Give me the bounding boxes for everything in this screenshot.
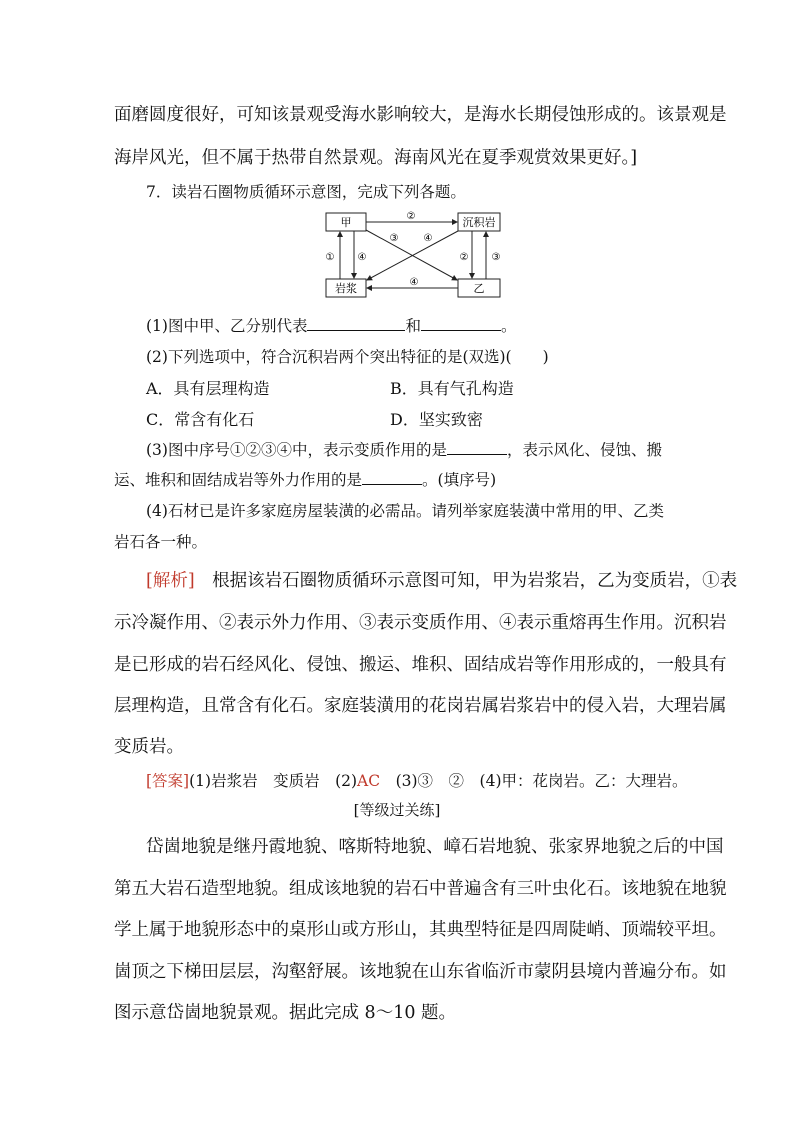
- passage-line: 崮顶之下梯田层层，沟壑舒展。该地貌在山东省临沂市蒙阴县境内普遍分布。如: [114, 962, 727, 982]
- text-line: 面磨圆度很好，可知该景观受海水影响较大，是海水长期侵蚀形成的。该景观是: [114, 105, 727, 125]
- sub-question-4-cont: 岩石各一种。: [114, 533, 208, 551]
- answer-blank[interactable]: [362, 484, 422, 485]
- sub-question-1: (1)图中甲、乙分别代表 和 。: [146, 317, 517, 335]
- analysis-line: [解析] 根据该岩石圈物质循环示意图可知，甲为岩浆岩，乙为变质岩，①表: [146, 571, 738, 591]
- answer-choice: AC: [357, 772, 381, 790]
- passage-line: 第五大岩石造型地貌。组成该地貌的岩石中普遍含有三叶虫化石。该地貌在地貌: [114, 879, 727, 899]
- answer-tag: [答案]: [146, 772, 190, 790]
- passage-line: 图示意岱崮地貌景观。据此完成 8～10 题。: [114, 1003, 457, 1023]
- section-title: [等级过关练]: [353, 801, 441, 819]
- sub-question-2: (2)下列选项中，符合沉积岩两个突出特征的是(双选)( ): [146, 348, 549, 366]
- option-a: A．具有层理构造: [146, 379, 270, 398]
- text-line: 海岸风光，但不属于热带自然景观。海南风光在夏季观赏效果更好。]: [114, 148, 638, 168]
- option-b: B．具有气孔构造: [390, 379, 514, 398]
- option-c: C．常含有化石: [146, 410, 255, 429]
- passage-line: 学上属于地貌形态中的桌形山或方形山，其典型特征是四周陡峭、顶端较平坦。: [114, 920, 727, 940]
- passage-line: 岱崮地貌是继丹霞地貌、喀斯特地貌、嶂石岩地貌、张家界地貌之后的中国: [146, 837, 724, 857]
- sub-question-4: (4)石材已是许多家庭房屋装潢的必需品。请列举家庭装潢中常用的甲、乙类: [146, 502, 664, 520]
- svg-text:②: ②: [459, 252, 469, 263]
- box-yi-label: 乙: [473, 282, 485, 295]
- analysis-tag: [解析]: [146, 571, 195, 591]
- svg-text:④: ④: [409, 277, 419, 288]
- svg-text:②: ②: [406, 211, 416, 222]
- analysis-line: 变质岩。: [114, 737, 184, 757]
- answer-blank[interactable]: [307, 330, 405, 331]
- analysis-line: 是已形成的岩石经风化、侵蚀、搬运、堆积、固结成岩等作用形成的，一般具有: [114, 655, 727, 675]
- answer-line: [答案](1)岩浆岩 变质岩 (2)AC (3)③ ② (4)甲：花岗岩。乙：大理岩。: [146, 772, 688, 790]
- answer-blank[interactable]: [421, 330, 501, 331]
- sub-question-3-cont: 运、堆积和固结成岩等外力作用的是 。(填序号): [114, 471, 497, 489]
- analysis-line: 示冷凝作用、②表示外力作用、③表示变质作用、④表示重熔再生作用。沉积岩: [114, 613, 727, 633]
- svg-text:①: ①: [325, 252, 335, 263]
- svg-text:④: ④: [357, 252, 367, 263]
- analysis-line: 层理构造，且常含有化石。家庭装潢用的花岗岩属岩浆岩中的侵入岩，大理岩属: [114, 696, 727, 716]
- answer-blank[interactable]: [447, 454, 507, 455]
- svg-text:④: ④: [423, 233, 433, 244]
- question-stem: 7．读岩石圈物质循环示意图，完成下列各题。: [146, 183, 466, 201]
- sub-question-3: (3)图中序号①②③④中，表示变质作用的是 ，表示风化、侵蚀、搬: [146, 441, 662, 459]
- box-jia-label: 甲: [340, 216, 352, 229]
- box-magma-label: 岩浆: [335, 282, 357, 295]
- rock-cycle-diagram: [322, 208, 508, 300]
- svg-text:③: ③: [389, 233, 399, 244]
- option-d: D．坚实致密: [390, 410, 483, 429]
- box-sedimentary-label: 沉积岩: [462, 216, 496, 229]
- svg-text:③: ③: [491, 252, 501, 263]
